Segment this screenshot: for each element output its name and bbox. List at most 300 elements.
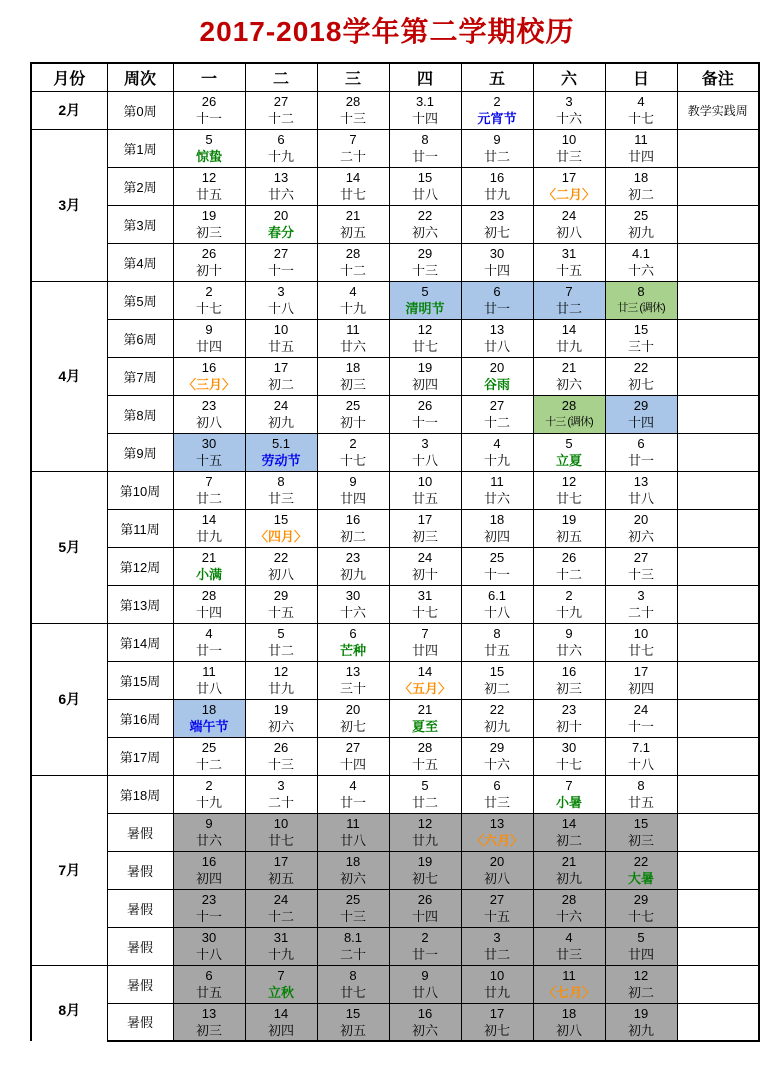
lunar-label: 二十 xyxy=(267,795,294,810)
day-number: 20 xyxy=(345,702,361,717)
day-number: 3 xyxy=(277,284,285,299)
day-number: 22 xyxy=(489,702,505,717)
week-cell: 第2周 xyxy=(107,167,173,205)
note-cell xyxy=(677,965,759,1003)
lunar-label: 廿二 xyxy=(483,947,510,962)
lunar-label: 十二 xyxy=(267,909,294,924)
day-cell xyxy=(605,965,677,1003)
day-cell xyxy=(389,965,461,1003)
day-cell xyxy=(317,623,389,661)
day-cell xyxy=(605,851,677,889)
day-cell xyxy=(605,281,677,319)
day-number: 23 xyxy=(345,550,361,565)
lunar-label: 廿九 xyxy=(555,339,582,354)
day-cell xyxy=(245,433,317,471)
day-number: 23 xyxy=(201,892,217,907)
day-number: 21 xyxy=(345,208,361,223)
day-number: 14 xyxy=(417,664,433,679)
day-cell xyxy=(389,91,461,129)
day-cell xyxy=(317,547,389,585)
day-cell xyxy=(461,281,533,319)
day-cell xyxy=(533,965,605,1003)
lunar-label: 十六 xyxy=(339,605,366,620)
day-number: 8 xyxy=(637,284,645,299)
lunar-label: 初三 xyxy=(411,529,438,544)
lunar-label: 初二 xyxy=(555,833,582,848)
day-number: 18 xyxy=(561,1005,577,1021)
lunar-label: 廿一 xyxy=(195,643,222,658)
day-cell xyxy=(317,927,389,965)
day-cell xyxy=(605,737,677,775)
note-cell xyxy=(677,319,759,357)
day-number: 23 xyxy=(561,702,577,717)
lunar-label: 廿五 xyxy=(411,491,438,506)
day-cell xyxy=(245,395,317,433)
lunar-label: 初六 xyxy=(339,871,366,886)
lunar-label: 初九 xyxy=(627,1022,654,1038)
lunar-label: 廿三 (调休) xyxy=(617,302,665,314)
day-cell xyxy=(533,813,605,851)
lunar-label: 廿八 xyxy=(483,339,510,354)
day-number: 3 xyxy=(637,588,645,603)
lunar-label: 十八 xyxy=(483,605,510,620)
day-number: 24 xyxy=(633,702,649,717)
lunar-label: 十四 xyxy=(627,415,654,430)
day-cell xyxy=(389,205,461,243)
day-number: 10 xyxy=(561,132,577,147)
lunar-label: 廿五 xyxy=(195,985,222,1000)
day-number: 12 xyxy=(201,170,217,185)
week-cell: 第11周 xyxy=(107,509,173,547)
lunar-label: 十五 xyxy=(555,263,582,278)
day-cell xyxy=(245,471,317,509)
day-number: 5 xyxy=(421,778,429,793)
lunar-label: 初七 xyxy=(339,719,366,734)
lunar-label: 廿一 xyxy=(339,795,366,810)
day-cell xyxy=(389,699,461,737)
note-cell xyxy=(677,471,759,509)
day-cell xyxy=(173,965,245,1003)
day-number: 5.1 xyxy=(271,436,291,451)
header-cell: 一 xyxy=(173,63,245,91)
table-row xyxy=(31,281,759,319)
lunar-label: 廿二 xyxy=(267,643,294,658)
note-cell xyxy=(677,813,759,851)
holiday-label: 〈七月〉 xyxy=(542,985,595,1000)
lunar-label: 初七 xyxy=(483,225,510,240)
header-cell: 日 xyxy=(605,63,677,91)
day-cell xyxy=(245,91,317,129)
day-cell xyxy=(173,813,245,851)
lunar-label: 廿七 xyxy=(267,833,294,848)
day-cell xyxy=(461,395,533,433)
holiday-label: 清明节 xyxy=(405,301,445,316)
lunar-label: 廿八 xyxy=(339,833,366,848)
lunar-label: 廿九 xyxy=(267,681,294,696)
lunar-label: 十一 xyxy=(627,719,654,734)
day-number: 26 xyxy=(417,398,433,413)
day-cell xyxy=(317,395,389,433)
day-cell xyxy=(245,319,317,357)
day-number: 8 xyxy=(349,968,357,983)
lunar-label: 十二 xyxy=(555,567,582,582)
day-cell xyxy=(317,281,389,319)
day-cell xyxy=(173,319,245,357)
day-cell xyxy=(461,737,533,775)
lunar-label: 十六 xyxy=(627,263,654,278)
lunar-label: 初三 xyxy=(339,377,366,392)
lunar-label: 初十 xyxy=(411,567,438,582)
day-cell xyxy=(605,547,677,585)
day-number: 2 xyxy=(205,284,213,299)
day-number: 26 xyxy=(201,94,217,109)
week-cell: 暑假 xyxy=(107,813,173,851)
holiday-label: 大暑 xyxy=(627,871,654,886)
day-number: 31 xyxy=(561,246,577,261)
table-row xyxy=(31,205,759,243)
lunar-label: 廿一 xyxy=(627,453,654,468)
lunar-label: 十二 xyxy=(339,263,366,278)
lunar-label: 初四 xyxy=(267,1022,294,1038)
day-number: 25 xyxy=(345,892,361,907)
day-number: 22 xyxy=(633,360,649,375)
note-cell xyxy=(677,927,759,965)
day-cell xyxy=(317,775,389,813)
holiday-label: 春分 xyxy=(267,225,294,240)
day-cell xyxy=(533,737,605,775)
note-cell xyxy=(677,357,759,395)
holiday-label: 惊蛰 xyxy=(195,149,222,164)
week-cell: 第15周 xyxy=(107,661,173,699)
day-cell xyxy=(389,167,461,205)
note-cell xyxy=(677,775,759,813)
day-number: 16 xyxy=(345,512,361,527)
table-row xyxy=(31,1003,759,1041)
day-cell xyxy=(605,585,677,623)
lunar-label: 廿三 xyxy=(483,795,510,810)
day-number: 21 xyxy=(201,550,217,565)
week-cell: 第7周 xyxy=(107,357,173,395)
lunar-label: 廿八 xyxy=(627,491,654,506)
note-cell xyxy=(677,243,759,281)
day-cell xyxy=(533,661,605,699)
day-number: 12 xyxy=(417,816,433,831)
day-cell xyxy=(461,699,533,737)
day-number: 30 xyxy=(489,246,505,261)
holiday-label: 夏至 xyxy=(411,719,438,734)
day-cell xyxy=(245,547,317,585)
holiday-label: 小暑 xyxy=(555,795,582,810)
day-cell xyxy=(461,319,533,357)
table-row xyxy=(31,927,759,965)
day-number: 6 xyxy=(637,436,645,451)
day-cell xyxy=(533,433,605,471)
lunar-label: 廿二 xyxy=(411,795,438,810)
lunar-label: 初二 xyxy=(627,187,654,202)
lunar-label: 廿六 xyxy=(267,187,294,202)
day-number: 10 xyxy=(633,626,649,641)
day-cell xyxy=(173,737,245,775)
day-number: 24 xyxy=(273,398,289,413)
day-number: 25 xyxy=(345,398,361,413)
day-number: 3 xyxy=(565,94,573,109)
day-number: 12 xyxy=(561,474,577,489)
day-number: 17 xyxy=(489,1005,505,1021)
note-cell xyxy=(677,851,759,889)
lunar-label: 初十 xyxy=(195,263,222,278)
calendar-table xyxy=(30,62,760,1042)
day-number: 27 xyxy=(273,246,289,261)
day-cell xyxy=(605,509,677,547)
day-number: 28 xyxy=(345,246,361,261)
day-cell xyxy=(389,319,461,357)
day-number: 22 xyxy=(633,854,649,869)
holiday-label: 小满 xyxy=(195,567,222,582)
lunar-label: 十四 xyxy=(339,757,366,772)
day-cell xyxy=(389,129,461,167)
table-row xyxy=(31,471,759,509)
table-row xyxy=(31,129,759,167)
day-number: 3 xyxy=(421,436,429,451)
lunar-label: 初三 xyxy=(627,833,654,848)
day-number: 22 xyxy=(417,208,433,223)
week-cell: 第6周 xyxy=(107,319,173,357)
day-cell xyxy=(245,167,317,205)
day-cell xyxy=(389,927,461,965)
day-cell xyxy=(173,889,245,927)
week-cell: 第12周 xyxy=(107,547,173,585)
day-cell xyxy=(317,851,389,889)
holiday-label: 〈二月〉 xyxy=(542,187,595,202)
day-cell xyxy=(605,813,677,851)
day-number: 28 xyxy=(561,398,577,413)
lunar-label: 廿九 xyxy=(483,187,510,202)
lunar-label: 十三 (调休) xyxy=(545,416,593,428)
day-cell xyxy=(461,91,533,129)
month-cell: 5月 xyxy=(31,471,107,623)
day-cell xyxy=(173,395,245,433)
day-number: 16 xyxy=(489,170,505,185)
day-cell xyxy=(173,1003,245,1041)
day-number: 27 xyxy=(345,740,361,755)
day-number: 28 xyxy=(201,588,217,603)
day-number: 7 xyxy=(421,626,429,641)
day-number: 20 xyxy=(489,360,505,375)
day-number: 26 xyxy=(561,550,577,565)
day-number: 5 xyxy=(565,436,573,451)
lunar-label: 廿四 xyxy=(411,643,438,658)
lunar-label: 初四 xyxy=(411,377,438,392)
day-number: 11 xyxy=(202,664,216,679)
day-cell xyxy=(317,243,389,281)
week-cell: 第18周 xyxy=(107,775,173,813)
note-cell xyxy=(677,547,759,585)
lunar-label: 初六 xyxy=(627,529,654,544)
day-cell xyxy=(317,699,389,737)
lunar-label: 十八 xyxy=(267,301,294,316)
day-number: 5 xyxy=(421,284,429,299)
lunar-label: 廿三 xyxy=(267,491,294,506)
lunar-label: 廿五 xyxy=(195,187,222,202)
lunar-label: 十三 xyxy=(339,111,366,126)
day-cell xyxy=(317,889,389,927)
day-cell xyxy=(173,357,245,395)
lunar-label: 十九 xyxy=(267,149,294,164)
lunar-label: 初二 xyxy=(267,377,294,392)
day-number: 9 xyxy=(421,968,429,983)
day-number: 4 xyxy=(349,284,357,299)
day-number: 5 xyxy=(637,930,645,945)
day-cell xyxy=(389,471,461,509)
day-cell xyxy=(533,243,605,281)
day-number: 8 xyxy=(637,778,645,793)
table-row xyxy=(31,623,759,661)
table-row xyxy=(31,775,759,813)
day-cell xyxy=(245,205,317,243)
day-cell xyxy=(461,775,533,813)
day-number: 4 xyxy=(493,436,501,451)
lunar-label: 廿六 xyxy=(195,833,222,848)
day-cell xyxy=(245,509,317,547)
day-number: 29 xyxy=(633,892,649,907)
lunar-label: 廿七 xyxy=(555,491,582,506)
lunar-label: 初七 xyxy=(411,871,438,886)
note-cell xyxy=(677,737,759,775)
lunar-label: 初二 xyxy=(339,529,366,544)
day-number: 12 xyxy=(417,322,433,337)
day-cell xyxy=(173,927,245,965)
note-cell: 教学实践周 xyxy=(677,91,759,129)
table-row xyxy=(31,395,759,433)
day-cell xyxy=(173,775,245,813)
lunar-label: 十六 xyxy=(555,909,582,924)
day-cell xyxy=(605,319,677,357)
day-number: 13 xyxy=(345,664,361,679)
day-cell xyxy=(245,965,317,1003)
day-number: 18 xyxy=(345,854,361,869)
holiday-label: 端午节 xyxy=(189,719,229,734)
lunar-label: 十九 xyxy=(339,301,366,316)
day-cell xyxy=(461,167,533,205)
table-row xyxy=(31,357,759,395)
week-cell: 第10周 xyxy=(107,471,173,509)
day-number: 6 xyxy=(205,968,213,983)
day-number: 15 xyxy=(417,170,433,185)
week-cell: 第13周 xyxy=(107,585,173,623)
day-cell xyxy=(461,509,533,547)
day-cell xyxy=(173,91,245,129)
day-cell xyxy=(173,547,245,585)
week-cell: 暑假 xyxy=(107,927,173,965)
day-number: 25 xyxy=(201,740,217,755)
day-number: 9 xyxy=(493,132,501,147)
lunar-label: 十二 xyxy=(195,757,222,772)
lunar-label: 初六 xyxy=(555,377,582,392)
lunar-label: 廿三 xyxy=(555,149,582,164)
day-number: 11 xyxy=(490,474,504,489)
lunar-label: 十一 xyxy=(411,415,438,430)
lunar-label: 廿四 xyxy=(195,339,222,354)
day-cell xyxy=(533,395,605,433)
lunar-label: 廿一 xyxy=(411,947,438,962)
lunar-label: 廿八 xyxy=(411,187,438,202)
day-cell xyxy=(461,851,533,889)
day-cell xyxy=(245,585,317,623)
lunar-label: 二十 xyxy=(339,149,366,164)
day-cell xyxy=(245,889,317,927)
day-number: 4.1 xyxy=(631,246,651,261)
note-cell xyxy=(677,1003,759,1041)
day-number: 19 xyxy=(561,512,577,527)
day-cell xyxy=(605,167,677,205)
day-number: 2 xyxy=(565,588,573,603)
day-number: 16 xyxy=(201,360,217,375)
note-cell xyxy=(677,281,759,319)
day-cell xyxy=(605,357,677,395)
header-cell: 四 xyxy=(389,63,461,91)
lunar-label: 十三 xyxy=(411,263,438,278)
day-number: 8.1 xyxy=(343,930,363,945)
lunar-label: 十八 xyxy=(627,757,654,772)
week-cell: 第0周 xyxy=(107,91,173,129)
lunar-label: 初七 xyxy=(483,1022,510,1038)
day-number: 23 xyxy=(489,208,505,223)
day-number: 14 xyxy=(561,816,577,831)
lunar-label: 初六 xyxy=(411,1022,438,1038)
lunar-label: 十七 xyxy=(339,453,366,468)
day-cell xyxy=(605,699,677,737)
lunar-label: 十一 xyxy=(195,111,222,126)
day-cell xyxy=(605,1003,677,1041)
lunar-label: 廿七 xyxy=(339,187,366,202)
day-number: 31 xyxy=(273,930,289,945)
lunar-label: 十一 xyxy=(267,263,294,278)
lunar-label: 十八 xyxy=(195,947,222,962)
week-cell: 第8周 xyxy=(107,395,173,433)
lunar-label: 廿五 xyxy=(483,643,510,658)
day-cell xyxy=(245,661,317,699)
lunar-label: 廿四 xyxy=(627,947,654,962)
day-cell xyxy=(533,623,605,661)
week-cell: 第9周 xyxy=(107,433,173,471)
table-row xyxy=(31,319,759,357)
day-number: 7 xyxy=(277,968,285,983)
day-number: 21 xyxy=(561,360,577,375)
note-cell xyxy=(677,889,759,927)
day-cell xyxy=(533,775,605,813)
lunar-label: 初三 xyxy=(555,681,582,696)
day-number: 20 xyxy=(633,512,649,527)
day-cell xyxy=(245,281,317,319)
table-row xyxy=(31,813,759,851)
day-number: 27 xyxy=(489,892,505,907)
day-number: 30 xyxy=(201,436,217,451)
holiday-label: 立秋 xyxy=(267,985,294,1000)
table-row xyxy=(31,167,759,205)
table-row xyxy=(31,661,759,699)
day-cell xyxy=(245,851,317,889)
month-cell: 4月 xyxy=(31,281,107,471)
day-number: 12 xyxy=(273,664,289,679)
day-number: 28 xyxy=(417,740,433,755)
day-number: 8 xyxy=(421,132,429,147)
day-cell xyxy=(533,471,605,509)
week-cell: 第16周 xyxy=(107,699,173,737)
header-cell: 五 xyxy=(461,63,533,91)
holiday-label: 芒种 xyxy=(339,643,366,658)
lunar-label: 廿一 xyxy=(411,149,438,164)
header-cell: 三 xyxy=(317,63,389,91)
